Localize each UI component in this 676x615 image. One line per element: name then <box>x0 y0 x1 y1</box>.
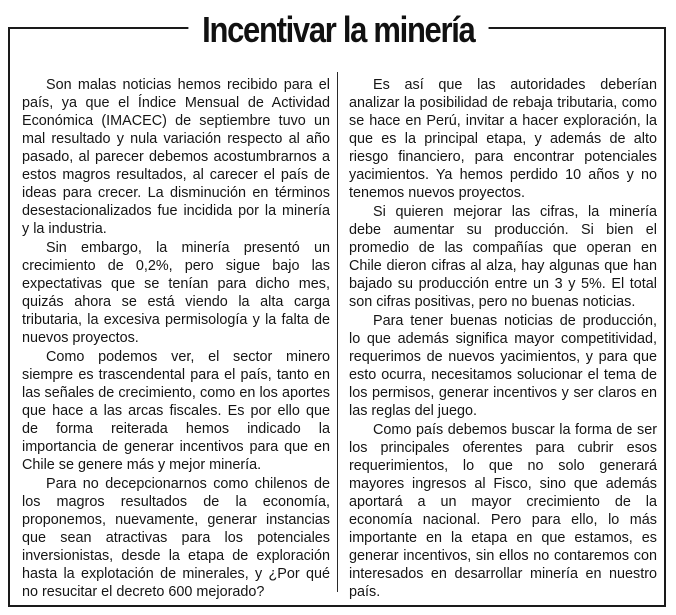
paragraph: Como país debemos buscar la forma de ser los principales oferentes para cubrir esos requerimientos, lo que no solo generará mayores ingresos al Fisco, sino que además aportará a un mayor crecimiento de la economía nacional. Pero para ello, lo más importante en la etapa en que estamos, es generar incentivos, sin ellos no contaremos con interesados en desarrollar minería en nuestro país. <box>349 422 657 600</box>
paragraph: Para tener buenas noticias de producción, lo que además significa mayor competitividad, requerimos de nuevos yacimientos, y para que esto ocurra, necesitamos solucionar el tema de los permisos, generar incentivos y ser claros en las reglas del juego. <box>349 313 657 419</box>
right-column <box>349 76 657 601</box>
column-divider <box>337 72 338 592</box>
paragraph: Para no decepcionarnos como chilenos de los magros resultados de la economía, proponemos, nuevamente, generar instancias que sean atractivas para los potenciales inversionistas, desde la etapa de exploración hasta la explotación de minerales, y ¿Por qué no resucitar el decreto 600 mejorado? <box>22 476 330 600</box>
paragraph: Son malas noticias hemos recibido para el país, ya que el Índice Mensual de Actividad Económica (IMACEC) de septiembre tuvo un mal resultado y nula variación respecto al año pasado, al parecer debemos acostumbrarnos a estos magros resultados, al carecer el país de ideas para crecer. La disminución en términos desestacionalizados fue incidida por la minería y la industria. <box>22 77 330 237</box>
paragraph: Si quieren mejorar las cifras, la minería debe aumentar su producción. Si bien el promedio de las compañías que operan en Chile dieron cifras al alza, hay algunas que han bajado su producción entre un 3 y 5%. El total son cifras positivas, pero no buenas noticias. <box>349 204 657 310</box>
paragraph: Es así que las autoridades deberían analizar la posibilidad de rebaja tributaria, como se hace en Perú, invitar a hacer exploración, la que es la principal etapa, y además de alto riesgo financiero, para encontrar potenciales yacimientos. Ya hemos perdido 10 años y no tenemos nuevos proyectos. <box>349 77 657 201</box>
left-column <box>22 76 330 601</box>
title-bar <box>0 0 676 60</box>
article-title: Incentivar la minería <box>188 9 488 51</box>
paragraph: Sin embargo, la minería presentó un crecimiento de 0,2%, pero sigue bajo las expectativas que se tenían para dicho mes, quizás ahora se está viendo la alta carga tributaria, la excesiva permisología y la falta de nuevos proyectos. <box>22 240 330 346</box>
paragraph: Como podemos ver, el sector minero siempre es trascendental para el país, tanto en las señales de crecimiento, como en los aportes que hace a las arcas fiscales. Es por ello que de forma reiterada hemos indicado la importancia de generar incentivos para que en Chile se genere más y mejor minería. <box>22 349 330 473</box>
